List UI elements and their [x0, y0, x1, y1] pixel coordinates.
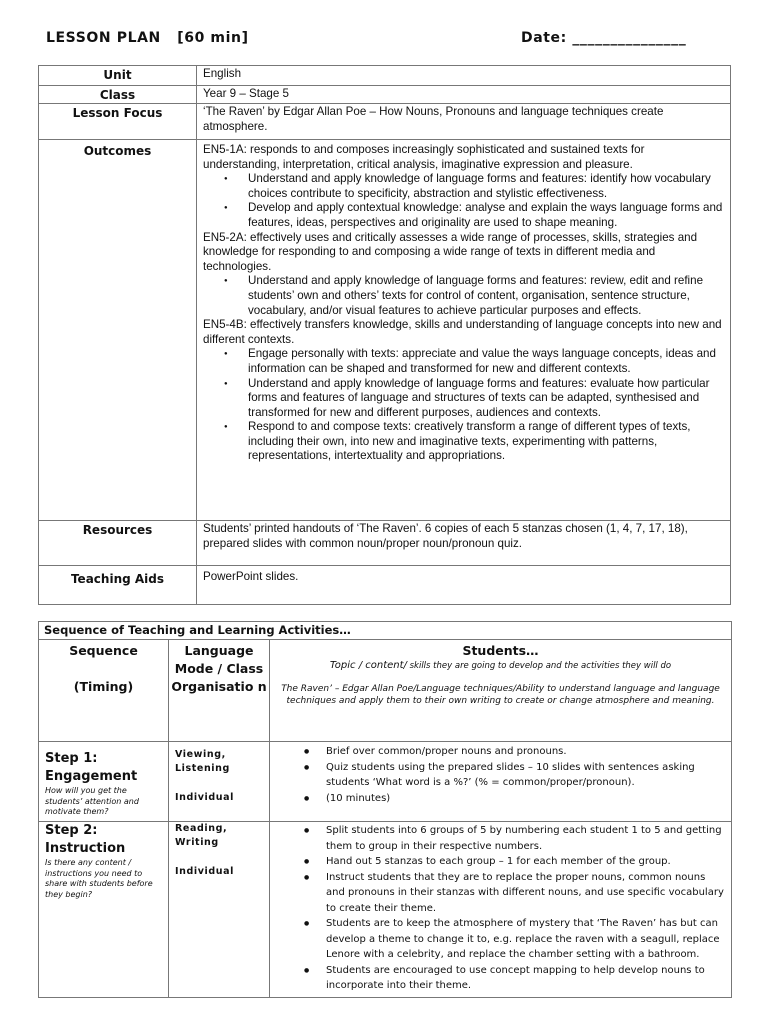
unit-value: English — [197, 66, 731, 86]
outcomes-row — [39, 140, 731, 521]
step-1-title: Step 1: Engagement — [45, 751, 138, 784]
resources-label: Resources — [39, 521, 197, 566]
class-label: Class — [39, 86, 197, 104]
activity-item: ● (10 minutes) — [326, 791, 725, 807]
activity-item: ● Students are encouraged to use concept mapping to help develop nouns to incorporate into their theme. — [326, 963, 725, 994]
outcome-bullet: ● Develop and apply contextual knowledge: analyse and explain the ways language forms and features, ideas, perspectives and originality are used to shape meaning. — [248, 201, 724, 230]
step-2-language-mode: Reading, Writing — [175, 823, 228, 848]
focus-value: ‘The Raven’ by Edgar Allan Poe – How Nouns, Pronouns and language techniques create atmosphere. — [197, 104, 731, 140]
topic-content-desc: skills they are going to develop and the activities they will do — [406, 661, 672, 671]
step-2-title: Step 2: Instruction — [45, 823, 126, 856]
step-row — [39, 822, 732, 998]
column-header-row — [39, 640, 732, 742]
unit-row — [39, 66, 731, 86]
lesson-plan-title: LESSON PLAN [60 min] — [46, 30, 249, 46]
step-2-cell — [39, 822, 169, 998]
outcome-en5-4b-list — [203, 347, 724, 464]
outcome-bullet: ● Engage personally with texts: appreciate and value the ways language concepts, ideas and information can be shaped and transformed for new and different contexts. — [248, 347, 724, 376]
step-1-list — [276, 744, 725, 806]
activity-item: ● Hand out 5 stanzas to each group – 1 for each member of the group. — [326, 854, 725, 870]
step-1-language-mode: Viewing, Listening — [175, 749, 230, 774]
step-2-list — [276, 823, 725, 994]
students-column-header — [270, 640, 732, 742]
sequence-title: Sequence of Teaching and Learning Activities… — [39, 622, 732, 640]
topic-content-line — [272, 660, 729, 673]
activity-item: ● Instruct students that they are to replace the proper nouns, common nouns and pronouns in their stanzas with different nouns, and use specific vocabulary to create their theme. — [326, 870, 725, 917]
step-2-organisation: Individual — [175, 866, 235, 877]
outcome-bullet: ● Understand and apply knowledge of language forms and features: evaluate how particular forms and features of language and structures of texts can be adapted, synthesised and transformed for new and different purposes, audiences and contexts. — [248, 377, 724, 421]
resources-value: Students’ printed handouts of ‘The Raven’. 6 copies of each 5 stanzas chosen (1, 4, 7, 17, 18), prepared slides with common noun/proper noun/pronoun quiz. — [197, 521, 731, 566]
activity-item: ● Students are to keep the atmosphere of mystery that ‘The Raven’ has but can develop a theme to change it to, e.g. replace the raven with a seagull, replace Lenore with a celebrity, and replace the chamber setting with a bathroom. — [326, 916, 725, 963]
outcome-bullet: ● Understand and apply knowledge of language forms and features: identify how vocabulary choices contribute to specificity, abstraction and stylistic effectiveness. — [248, 172, 724, 201]
timing-label: (Timing) — [73, 679, 134, 694]
step-1-desc: How will you get the students’ attention and motivate them? — [45, 786, 139, 816]
outcome-bullet: ● Respond to and compose texts: creatively transform a range of different types of texts, including their own, into new and imaginative texts, experimenting with patterns, representations, intertextuality and appropriations. — [248, 420, 724, 464]
step-1-organisation: Individual — [175, 792, 235, 803]
sequence-column-header — [39, 640, 169, 742]
focus-label: Lesson Focus — [39, 104, 197, 140]
date-label: Date: _______________ — [521, 30, 687, 46]
step-1-mode — [169, 742, 270, 822]
outcomes-label: Outcomes — [39, 140, 197, 521]
focus-row — [39, 104, 731, 140]
outcome-en5-2a: EN5-2A: effectively uses and critically assesses a wide range of processes, skills, strategies and knowledge for responding to and composing a wide range of texts in different media and technologies. — [203, 230, 698, 273]
step-1-activities — [270, 742, 732, 822]
topic-content-label: Topic / content/ — [329, 660, 407, 671]
page-header — [46, 30, 706, 50]
outcome-en5-1a: EN5-1A: responds to and composes increasingly sophisticated and sustained texts for understanding, interpretation, critical analysis, imaginative expression and pleasure. — [203, 143, 645, 171]
outcome-en5-4b: EN5-4B: effectively transfers knowledge, skills and understanding of language concepts into new and different contexts. — [203, 318, 722, 346]
sequence-header-row — [39, 622, 732, 640]
teaching-aids-value: PowerPoint slides. — [197, 566, 731, 605]
sequence-table — [38, 621, 732, 998]
sequence-label: Sequence — [69, 643, 138, 658]
topic-summary: The Raven’ – Edgar Allan Poe/Language techniques/Ability to understand language and language techniques and apply them to their own writing to create or change atmosphere and meaning. — [281, 683, 720, 706]
step-2-mode — [169, 822, 270, 998]
class-value: Year 9 – Stage 5 — [197, 86, 731, 104]
class-row — [39, 86, 731, 104]
activity-item: ● Brief over common/proper nouns and pronouns. — [326, 744, 725, 760]
teaching-aids-label: Teaching Aids — [39, 566, 197, 605]
teaching-aids-row — [39, 566, 731, 605]
language-mode-header: Language Mode / Class Organisatio n — [169, 640, 270, 742]
step-2-activities — [270, 822, 732, 998]
outcome-en5-1a-list — [203, 172, 724, 230]
unit-label: Unit — [39, 66, 197, 86]
outcome-en5-2a-list — [203, 274, 724, 318]
activity-item: ● Quiz students using the prepared slides – 10 slides with sentences asking students ‘What word is a %?’ (% = common/proper/pronoun). — [326, 760, 725, 791]
activity-item: ● Split students into 6 groups of 5 by numbering each student 1 to 5 and getting them to group in their respective numbers. — [326, 823, 725, 854]
step-row — [39, 742, 732, 822]
outcome-bullet: ● Understand and apply knowledge of language forms and features: review, edit and refine students’ own and others’ texts for control of content, organisation, sentence structure, vocabulary, and/or visual features to achieve particular purposes and effects. — [248, 274, 724, 318]
step-1-cell — [39, 742, 169, 822]
lesson-info-table — [38, 65, 731, 605]
students-title: Students… — [462, 643, 539, 658]
step-2-desc: Is there any content / instructions you need to share with students before they begin? — [45, 858, 153, 899]
outcomes-value — [197, 140, 731, 521]
resources-row — [39, 521, 731, 566]
